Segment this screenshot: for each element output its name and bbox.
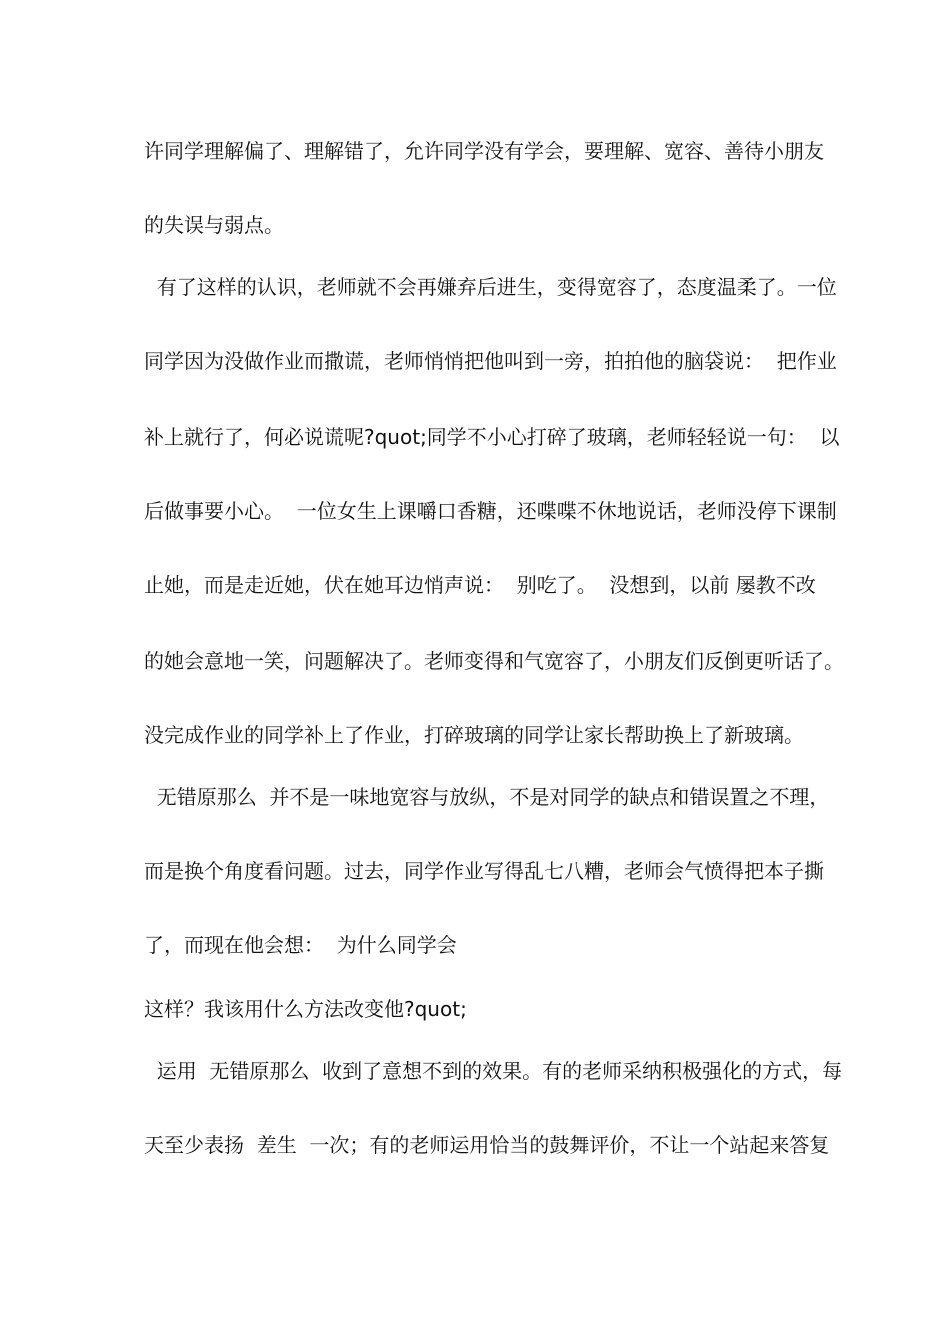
text-line: 无错原那么 并不是一味地宽容与放纵，不是对同学的缺点和错误置之不理， [144,785,830,809]
text-line: 没完成作业的同学补上了作业，打碎玻璃的同学让家长帮助换上了新玻璃。 [144,723,804,747]
text-line: 天至少表扬 差生 一次；有的老师运用恰当的鼓舞评价，不让一个站起来答复 [144,1133,830,1157]
text-line: 的失误与弱点。 [144,213,284,237]
text-line: 后做事要小心。 一位女生上课嚼口香糖，还喋喋不休地说话，老师没停下课制 [144,499,837,523]
text-line: 这样？我该用什么方法改变他?quot; [144,997,467,1021]
text-line: 补上就行了，何必说谎呢?quot;同学不小心打碎了玻璃，老师轻轻说一句： 以 [144,425,840,449]
text-line: 有了这样的认识，老师就不会再嫌弃后进生，变得宽容了，态度温柔了。一位 [144,275,837,299]
text-line: 同学因为没做作业而撒谎，老师悄悄把他叫到一旁，拍拍他的脑袋说： 把作业 [144,349,837,373]
text-line: 的她会意地一笑，问题解决了。老师变得和气宽容了，小朋友们反倒更听话了。 [144,649,844,673]
text-line: 了，而现在他会想： 为什么同学会 [144,933,457,957]
text-line: 运用 无错原那么 收到了意想不到的效果。有的老师采纳积极强化的方式，每 [144,1059,843,1083]
text-line: 许同学理解偏了、理解错了，允许同学没有学会，要理解、宽容、善待小朋友 [144,139,824,163]
text-line: 而是换个角度看问题。过去，同学作业写得乱七八糟，老师会气愤得把本子撕 [144,859,824,883]
text-line: 止她，而是走近她，伏在她耳边悄声说： 别吃了。 没想到，以前 屡教不改 [144,573,816,597]
